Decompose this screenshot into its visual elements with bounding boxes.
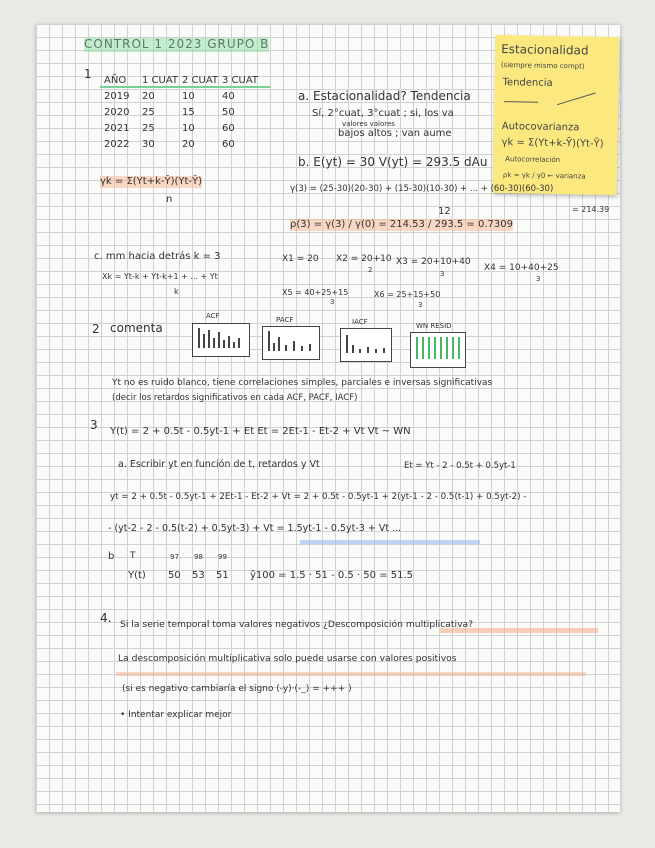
q1c-formula: Xk = Yt-k + Yt-k+1 + ... + Yt	[102, 272, 218, 281]
acf-bar	[213, 338, 215, 348]
table-cell: 2019	[104, 91, 130, 102]
wn-bar	[458, 337, 460, 359]
moving-average-denominator: 2	[368, 266, 373, 274]
sticky-line: γk = Σ(Yt+k-Ȳ)(Yt-Ȳ)	[501, 137, 604, 150]
q1c-label: c. mm hacia detrás k = 3	[94, 251, 221, 262]
iacf-bar	[346, 335, 348, 353]
table-cell: 20	[142, 91, 155, 102]
gamma-denominator: n	[166, 194, 173, 205]
sticky-line: Estacionalidad	[501, 42, 589, 58]
q4-question: Si la serie temporal toma valores negativos ¿Descomposición multiplicativa?	[120, 619, 474, 630]
table-header-row	[104, 68, 262, 84]
wn-bar	[440, 337, 442, 359]
pacf-bar	[273, 343, 275, 351]
q3b-y-value: 53	[192, 570, 205, 581]
acf-bar	[228, 336, 230, 348]
q2-comment: (decir los retardos significativos en cada ACF, PACF, IACF)	[112, 393, 358, 403]
q3b-t-value: 99	[218, 553, 227, 561]
q3b-y-label: Y(t)	[128, 570, 146, 581]
table-cell: 10	[182, 91, 195, 102]
wn-bar	[428, 337, 430, 359]
acf-bar	[238, 338, 240, 348]
table-cell: 40	[222, 91, 235, 102]
moving-average: X3 = 20+10+40	[396, 257, 471, 267]
table-underline	[100, 86, 270, 88]
q3b-y-value: 51	[216, 570, 229, 581]
chart-label: PACF	[276, 316, 294, 324]
question-number: 1	[84, 67, 92, 81]
table-cell: 25	[142, 123, 155, 134]
q3a-epsilon: Et = Yt - 2 - 0.5t + 0.5yt-1	[404, 461, 516, 471]
q1a-text: valores valores	[342, 120, 395, 128]
acf-chart	[192, 323, 250, 357]
iacf-bar	[359, 349, 361, 353]
moving-average: X4 = 10+40+25	[484, 263, 559, 273]
q2-label: comenta	[110, 321, 163, 335]
gamma3-denominator: 12	[438, 206, 451, 217]
moving-average-denominator: 3	[330, 298, 335, 306]
table-cell: 30	[142, 139, 155, 150]
q3b-y-value: 50	[168, 570, 181, 581]
chart-label: WN RESID	[416, 322, 452, 330]
acf-bar	[198, 328, 200, 348]
acf-bar	[208, 330, 210, 348]
chart-label: IACF	[352, 318, 368, 326]
question-number: 4.	[100, 611, 112, 625]
pacf-bar	[285, 345, 287, 351]
q3b-t-label: T	[130, 551, 136, 561]
table-cell: 2022	[104, 139, 130, 150]
table-row	[104, 132, 262, 148]
moving-average: X2 = 20+10	[336, 254, 392, 264]
sticky-line: Autocorrelación	[505, 155, 561, 165]
pacf-bar	[301, 346, 303, 351]
q1a-text: Sí, 2°cuat, 3°cuat ; si, los va	[312, 108, 454, 119]
question-number: 3	[90, 418, 98, 432]
orange-highlight	[116, 672, 586, 676]
q3a-expansion: yt = 2 + 0.5t - 0.5yt-1 + 2Et-1 - Et-2 + Vt = 2 + 0.5t - 0.5yt-1 + 2(yt-1 - 2 - 0.5(t-1) + 0.5yt-2) -	[110, 492, 527, 502]
q4-bullet: • Intentar explicar mejor	[120, 710, 232, 720]
q2-comment: Yt no es ruido blanco, tiene correlaciones simples, parciales e inversas significativas	[112, 378, 493, 388]
wn-bar	[434, 337, 436, 359]
iacf-bar	[383, 348, 385, 353]
wn-bar	[452, 337, 454, 359]
q3b-t-value: 97	[170, 553, 179, 561]
moving-average: X6 = 25+15+50	[374, 290, 441, 299]
acf-bar	[223, 340, 225, 348]
q1b-text: b. E(yt) = 30 V(yt) = 293.5 dAu	[298, 155, 488, 169]
table-header: AÑO	[104, 75, 127, 86]
moving-average: X1 = 20	[282, 254, 319, 264]
moving-average-denominator: 3	[536, 275, 541, 283]
wn-residual-chart	[410, 332, 466, 368]
table-row	[104, 116, 262, 132]
sticky-line: Autocovarianza	[501, 121, 580, 134]
table-cell: 2020	[104, 107, 130, 118]
acf-bar	[203, 334, 205, 348]
q4-note: (si es negativo cambiaría el signo (-y)·(-_) = +++ )	[122, 684, 352, 694]
sticky-line: (siempre mismo compt)	[500, 61, 585, 71]
table-cell: 2021	[104, 123, 130, 134]
pacf-bar	[293, 341, 295, 351]
sticky-line: ρk = γk / γ0 ← varianza	[502, 171, 586, 181]
table-cell: 60	[222, 139, 235, 150]
moving-average: X5 = 40+25+15	[282, 288, 349, 297]
table-cell: 10	[182, 123, 195, 134]
flat-trend-stroke	[504, 101, 538, 103]
acf-bar	[233, 342, 235, 348]
table-cell: 20	[182, 139, 195, 150]
orange-highlight	[440, 628, 598, 633]
pacf-bar	[278, 337, 280, 351]
page-title: CONTROL 1 2023 GRUPO B	[84, 37, 270, 51]
q1c-denominator: k	[174, 287, 179, 296]
table-cell: 25	[142, 107, 155, 118]
q3-model: Y(t) = 2 + 0.5t - 0.5yt-1 + Et Et = 2Et-1 - Et-2 + Vt Vt ~ WN	[110, 426, 411, 437]
chart-label: ACF	[206, 312, 220, 320]
blue-highlight	[300, 540, 480, 544]
sticky-line: Tendencia	[502, 77, 553, 89]
table-cell: 50	[222, 107, 235, 118]
iacf-bar	[375, 349, 377, 353]
pacf-bar	[268, 331, 270, 351]
table-row	[104, 100, 262, 116]
gamma-formula: γk = Σ(Yt+k-Ȳ)(Yt-Ȳ)	[100, 176, 203, 187]
moving-average-denominator: 3	[440, 270, 445, 278]
acf-bar	[218, 332, 220, 348]
gamma3-result: = 214.39	[572, 205, 610, 214]
question-number: 2	[92, 322, 100, 336]
table-header: 2 CUAT	[182, 75, 219, 86]
sticky-note	[493, 35, 620, 195]
pacf-chart	[262, 326, 320, 360]
q1a-text: bajos altos ; van aume	[338, 128, 452, 139]
pacf-bar	[309, 344, 311, 351]
iacf-chart	[340, 328, 392, 362]
q3b-t-value: 98	[194, 553, 203, 561]
table-header: 1 CUAT	[142, 75, 179, 86]
wn-bar	[422, 337, 424, 359]
q3b-label: b	[108, 551, 115, 562]
iacf-bar	[352, 345, 354, 353]
q1a-label: a. Estacionalidad? Tendencia	[298, 89, 471, 103]
q4-answer: La descomposición multiplicativa solo puede usarse con valores positivos	[118, 653, 457, 664]
table-header: 3 CUAT	[222, 75, 259, 86]
wn-bar	[446, 337, 448, 359]
q3a-label: a. Escribir yt en función de t, retardos y Vt	[118, 459, 320, 470]
rho3-result: ρ(3) = γ(3) / γ(0) = 214.53 / 293.5 = 0.7309	[290, 219, 513, 230]
table-cell: 15	[182, 107, 195, 118]
q3a-expansion: - (yt-2 - 2 - 0.5(t-2) + 0.5yt-3) + Vt = 1.5yt-1 - 0.5yt-3 + Vt ...	[108, 523, 402, 534]
table-cell: 60	[222, 123, 235, 134]
iacf-bar	[367, 347, 369, 353]
data-table	[104, 68, 262, 148]
moving-average-denominator: 3	[418, 301, 423, 309]
q3b-forecast: ŷ100 = 1.5 · 51 - 0.5 · 50 = 51.5	[250, 570, 414, 581]
wn-bar	[416, 337, 418, 359]
gamma3-formula: γ(3) = (25-30)(20-30) + (15-30)(10-30) + ... + (60-30)(60-30)	[290, 184, 554, 194]
rising-trend-stroke	[557, 93, 596, 106]
